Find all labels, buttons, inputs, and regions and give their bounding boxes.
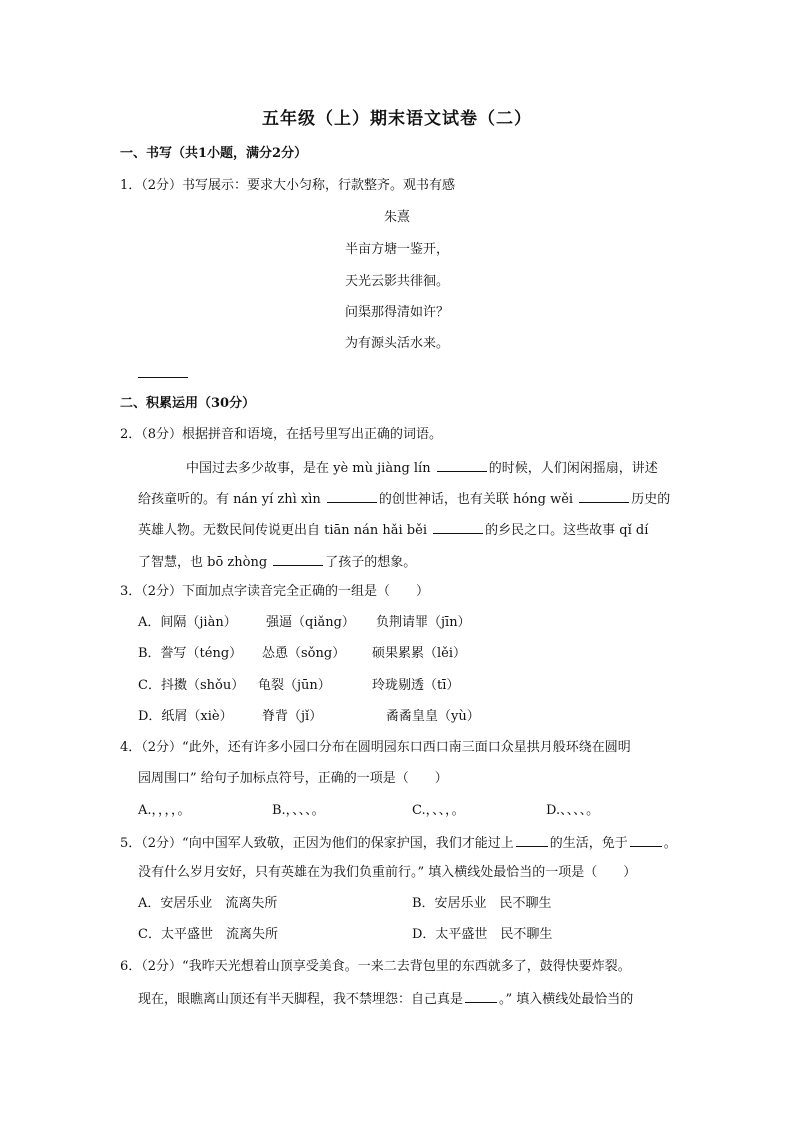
q2-text: 了孩子的想象。 — [325, 555, 417, 570]
q4-stem-line-2: 园周围口” 给句子加标点符号，正确的一项是（ ） — [138, 771, 448, 786]
answer-blank[interactable] — [437, 457, 487, 472]
poem-line-2: 天光云影共徘徊。 — [344, 274, 449, 289]
q5-text: 5．（2分）“向中国军人致敬，正因为他们的保家护国，我们才能过上 — [120, 836, 514, 851]
q6-stem-line-2 — [138, 988, 633, 1010]
poem-line-3: 问渠那得清如许？ — [344, 305, 449, 320]
q3-option-a-3: 负荆请罪（jīn） — [376, 615, 471, 630]
q3-option-a-2: 强逼（qiǎng） — [266, 615, 355, 630]
q3-option-b-3: 硕果累累（lěi） — [372, 646, 467, 661]
q2-text: 给孩童听的。有 nán yí zhì xìn — [138, 492, 325, 507]
exam-title: 五年级（上）期末语文试卷（二） — [262, 109, 532, 129]
q3-option-d-2: 脊背（jǐ） — [262, 709, 323, 724]
q2-para-line-2 — [138, 488, 670, 510]
q2-para-line-1 — [186, 457, 658, 479]
q2-para-line-3 — [138, 519, 648, 541]
q2-text: 历史的 — [631, 492, 671, 507]
q3-stem: 3．（2分）下面加点字读音完全正确的一组是（ ） — [120, 584, 430, 599]
q2-text: 中国过去多少故事，是在 yè mù jiàng lín — [186, 461, 435, 476]
q5-option-a[interactable]: A．安居乐业 流离失所 — [138, 896, 278, 911]
q5-text: 的生活，免于 — [549, 836, 628, 851]
q5-text: 。 — [663, 836, 677, 851]
answer-blank[interactable] — [433, 519, 483, 534]
poem-line-4: 为有源头活水来。 — [344, 336, 449, 351]
q3-option-a-1[interactable]: A．间隔（jiàn） — [138, 615, 237, 630]
q2-text: 了智慧，也 bō zhòng — [138, 555, 272, 570]
poem-line-1: 半亩方塘一鉴开， — [344, 242, 449, 257]
answer-blank[interactable] — [273, 551, 323, 566]
q3-option-c-3: 玲珑剔透（tī） — [372, 678, 460, 693]
poem-author: 朱熹 — [383, 210, 410, 225]
section-2-heading: 二、积累运用（30分） — [120, 396, 256, 411]
q2-text: 英雄人物。无数民间传说更出自 tiān nán hǎi běi — [138, 523, 432, 538]
answer-blank[interactable] — [516, 832, 548, 847]
q5-option-d[interactable]: D．太平盛世 民不聊生 — [412, 927, 553, 942]
q4-option-a[interactable]: A.，，，，。 — [138, 803, 191, 818]
q2-para-line-4 — [138, 551, 416, 573]
q3-option-c-1[interactable]: C．抖擞（shǒu） — [138, 678, 245, 693]
q2-text: 的乡民之口。这些故事 qǐ dí — [485, 523, 649, 538]
section-1-heading: 一、书写（共1小题，满分2分） — [120, 146, 308, 161]
answer-blank[interactable] — [579, 488, 629, 503]
q4-option-d[interactable]: D.、、、、。 — [546, 803, 600, 818]
q5-option-c[interactable]: C．太平盛世 流离失所 — [138, 927, 278, 942]
answer-blank[interactable] — [465, 988, 497, 1003]
q3-option-b-2: 怂恿（sǒng） — [262, 646, 346, 661]
q6-text: 现在，眼瞧离山顶还有半天脚程，我不禁埋怨：自己真是 — [138, 992, 464, 1007]
q2-text: 的创世神话，也有关联 hóng wěi — [378, 492, 578, 507]
q4-option-b[interactable]: B.，、、、。 — [272, 803, 325, 818]
q5-stem-line-1 — [120, 832, 677, 854]
q5-option-b[interactable]: B．安居乐业 民不聊生 — [412, 896, 552, 911]
answer-blank[interactable] — [630, 832, 662, 847]
q2-stem: 2．（8分）根据拼音和语境，在括号里写出正确的词语。 — [120, 427, 443, 442]
q4-stem-line-1: 4．（2分）“此外，还有许多小园口分布在圆明园东口西口南三面口众星拱月般环绕在圆明 — [120, 740, 631, 755]
answer-blank[interactable] — [327, 488, 377, 503]
q4-option-c[interactable]: C.，、、，。 — [412, 803, 465, 818]
q3-option-d-1[interactable]: D．纸屑（xiè） — [138, 709, 233, 724]
q6-text: 。” 填入横线处最恰当的 — [499, 992, 634, 1007]
q5-stem-line-2: 没有什么岁月安好，只有英雄在为我们负重前行。” 填入横线处最恰当的一项是（ ） — [138, 865, 637, 880]
q3-option-c-2: 龟裂（jūn） — [258, 678, 331, 693]
q3-option-b-1[interactable]: B．誊写（téng） — [138, 646, 243, 661]
q1-stem: 1．（2分）书写展示：要求大小匀称，行款整齐。观书有感 — [120, 178, 456, 193]
writing-answer-line — [138, 377, 188, 378]
q6-stem-line-1: 6．（2分）“我昨天光想着山顶享受美食。一来二去背包里的东西就多了，鼓得快要炸裂。 — [120, 959, 631, 974]
q2-text: 的时候，人们闲闲摇扇，讲述 — [488, 461, 658, 476]
q3-option-d-3: 矞矞皇皇（yù） — [386, 709, 480, 724]
